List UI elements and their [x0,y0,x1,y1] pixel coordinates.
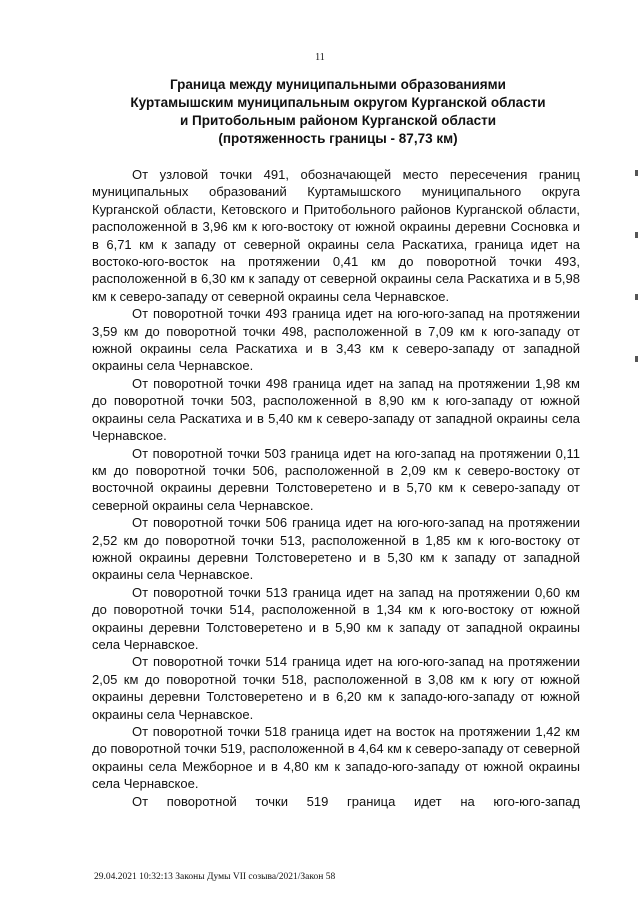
page-number: 11 [315,52,325,63]
paragraph: От поворотной точки 506 граница идет на юго-юго-запад на протяжении 2,52 км до поворотной точки 513, расположенной в 1,85 км к юго-востоку от южной окраины деревни Толстоверетено и в 5,30 км к западу от западной окраины села Чернавское. [92,515,580,583]
title-line: Куртамышским муниципальным округом Курганской области [130,95,546,110]
scan-edge-mark [635,356,638,362]
document-title [88,76,588,148]
paragraph: От поворотной точки 519 граница идет на юго-юго-запад [132,793,580,809]
title-line: Граница между муниципальными образованиями [170,77,506,92]
paragraph: От поворотной точки 518 граница идет на восток на протяжении 1,42 км до поворотной точки 519, расположенной в 4,64 км к северо-западу от северной окраины села Межборное и в 4,80 км к западо-юго-западу от южной окраины села Чернавское. [92,724,580,792]
paragraph: От поворотной точки 498 граница идет на запад на протяжении 1,98 км до поворотной точки 503, расположенной в 8,90 км к юго-западу от южной окраины села Раскатиха и в 5,40 км к северо-западу от западной окраины села Чернавское. [92,375,580,444]
paragraph: От узловой точки 491, обозначающей место пересечения границ муниципальных образований Куртамышского муниципального округа Курганской области, Кетовского и Притобольного районов Курганской области, расположенной в 3,96 км к юго-востоку от южной окраины деревни Сосновка и в 6,71 км к западу от северной окраины села Раскатиха, граница идет на востоко-юго-восток на протяжении 0,41 км до поворотной точки 493, расположенной в 6,30 км к западу от северной окраины села Раскатиха и в 5,98 км к северо-западу от северной окраины села Чернавское. [92,167,580,304]
title-line: (протяженность границы - 87,73 км) [218,131,458,146]
scan-edge-mark [635,294,638,300]
paragraph: От поворотной точки 493 граница идет на юго-юго-запад на протяжении 3,59 км до поворотной точки 498, расположенной в 7,09 км к юго-западу от южной окраины села Раскатиха и в 3,43 км к северо-западу от западной окраины села Чернавское. [92,306,580,374]
scan-edge-mark [635,232,638,238]
title-line: и Притобольным районом Курганской области [179,113,497,128]
scan-edge-mark [635,170,638,176]
paragraph: От поворотной точки 503 граница идет на юго-запад на протяжении 0,11 км до поворотной точки 506, расположенной в 2,09 км к северо-востоку от восточной окраины деревни Толстоверетено и в 5,70 км к северо-западу от северной окраины села Чернавское. [92,445,580,513]
footer-stamp: 29.04.2021 10:32:13 Законы Думы VII созыва/2021/Закон 58 [94,872,336,882]
document-body [92,166,580,810]
paragraph: От поворотной точки 514 граница идет на юго-юго-запад на протяжении 2,05 км до поворотной точки 518, расположенной в 3,08 км к югу от южной окраины деревни Толстоверетено и в 6,20 км к западо-юго-западу от южной окраины села Чернавское. [92,654,580,722]
paragraph: От поворотной точки 513 граница идет на запад на протяжении 0,60 км до поворотной точки 514, расположенной в 1,34 км к юго-востоку от южной окраины деревни Толстоверетено и в 5,90 км к западу от западной окраины села Чернавское. [92,584,580,652]
